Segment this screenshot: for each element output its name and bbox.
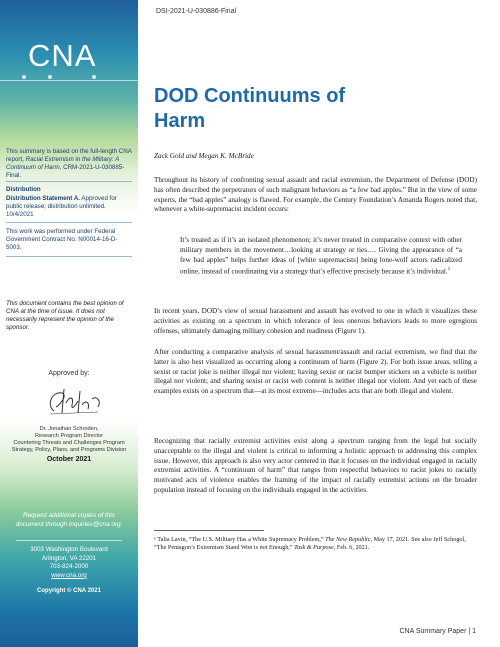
- logo-dot: [22, 75, 26, 79]
- phone-number: 703-824-2000: [49, 563, 89, 571]
- logo-dot: [48, 75, 52, 79]
- paragraph-analysis: After conducting a comparative analysis of sexual harassment/assault and racial extremism, we find that the latter is also best visualized as occurring along a continuum of harm (Figure 2). For both issue areas, telling a sexist or racist joke is neither illegal nor violent; having sexist or racist bumper stickers on a vehicle is neither illegal nor violent; and sharing sexist or racist web content is neither illegal nor violent. And yet each of these examples exists on a spectrum that—at its most extreme—includes acts that are both illegal and violent.: [154, 348, 477, 396]
- approved-by-label: Approved by:: [48, 370, 90, 377]
- sidebar-divider: [6, 222, 132, 223]
- request-copies: [6, 512, 132, 529]
- page-footer: CNA Summary Paper | 1: [399, 628, 476, 635]
- distribution-heading: Distribution: [6, 186, 41, 193]
- street-address: 3003 Washington Boulevard: [30, 546, 108, 553]
- footnote-divider: [154, 530, 264, 531]
- contract-note: This work was performed under Federal Government Contract No. N00014-16-D-5003.: [6, 228, 118, 251]
- footnote-ref: 1: [447, 267, 451, 273]
- publication-date: October 2021: [46, 456, 92, 463]
- signer-program: Countering Threats and Challenges Program: [13, 440, 125, 446]
- sidebar-divider: [6, 181, 132, 182]
- logo-dot: [92, 75, 96, 79]
- signer-title: Research Program Director: [34, 433, 104, 439]
- paragraph-continuum: Recognizing that racially extremist activities exist along a spectrum ranging from the legal but socially unacceptable to the illegal and violent is critical to informing a holistic approach to addressing this complex issue. However, this approach is also very actor centered in that it focuses on the individual engaged in racially extremist activities. A “continuum of harm” that ranges from respectful behaviors to racist jokes to racially motivated acts of violence enables the framing of the impact of racially extremist actions on the broader population instead of focusing on the individuals engaged in the activities.: [154, 437, 477, 494]
- disclaimer: This document contains the best opinion of CNA at the time of issue. It does not necessarily represent the opinion of the sponsor.: [6, 300, 124, 331]
- block-quote: It’s treated as if it’s an isolated phenomenon; it’s never treated in comparative context with other military members in the movement…looking at strategy or ties…. Giving the appearance of “a few bad apples” helps further ideas of [white supremacists] being lone-wolf actors radicalized online, instead of coordinating via a strategy that’s effective precisely because it’s individual.$^1$: [180, 236, 462, 276]
- distribution-statement: Distribution Statement A. Approved for public release; distribution unlimited. 10/4/2021: [6, 195, 117, 218]
- footnote: ¹ Talia Lavin, “The U.S. Military Has a White Supremacy Problem,” The New Republic, May 17, 2021. See also Jeff Schogol, “The Pentagon’s Extremism Stand Won is not Enough,” Task & Purpose, Feb. 6, 2021.: [154, 536, 466, 552]
- logo-divider: [0, 80, 138, 81]
- authors: Zack Gold and Megan K. McBride: [154, 152, 254, 160]
- cna-logo: CNA: [28, 38, 97, 73]
- paragraph-dod-view: In recent years, DOD’s view of sexual harassment and assault has evolved to one in which it visualizes these activities as existing on a spectrum in which tolerance of less onerous behaviors leads to more egregious offenses, ultimately damaging military cohesion and readiness (Figure 1).: [154, 307, 477, 335]
- signature: [6, 381, 132, 421]
- city-address: Arlington, VA 22201: [41, 554, 97, 562]
- address-block: [6, 546, 132, 580]
- title-line: Harm: [154, 110, 206, 132]
- paragraph-intro: Throughout its history of confronting sexual assault and racial extremism, the Department of Defense (DOD) has often described the perpetrators of such malignant behaviors as “a few bad apples.” But in the view of some experts, the “bad apples” analogy is flawed. For example, the Century Foundation’s Amanda Rogers noted that, whenever a white-supremacist incident occurs:: [154, 176, 477, 214]
- contact-divider: [16, 540, 122, 541]
- title-line: DOD Continuums of: [154, 85, 346, 107]
- approval-block: [6, 370, 132, 454]
- page-title: [154, 84, 474, 134]
- summary-note: This summary is based on the full-length CNA report, Racial Extremism in the Military: A Continuum of Harm, CRM-2021-U-030885-Final.: [6, 148, 132, 179]
- website-link[interactable]: www.cna.org: [51, 571, 87, 579]
- copyright: Copyright © CNA 2021: [37, 588, 101, 594]
- signer-name: Dr. Jonathan Schroden,: [39, 426, 99, 432]
- request-line: Request additional copies of this: [22, 512, 115, 519]
- sidebar-divider: [6, 256, 132, 257]
- request-line: document through inquiries@cna.org.: [15, 520, 123, 528]
- signer-division: Strategy, Policy, Plans, and Programs Division: [11, 447, 127, 453]
- document-id: DSI-2021-U-030886-Final: [156, 8, 237, 15]
